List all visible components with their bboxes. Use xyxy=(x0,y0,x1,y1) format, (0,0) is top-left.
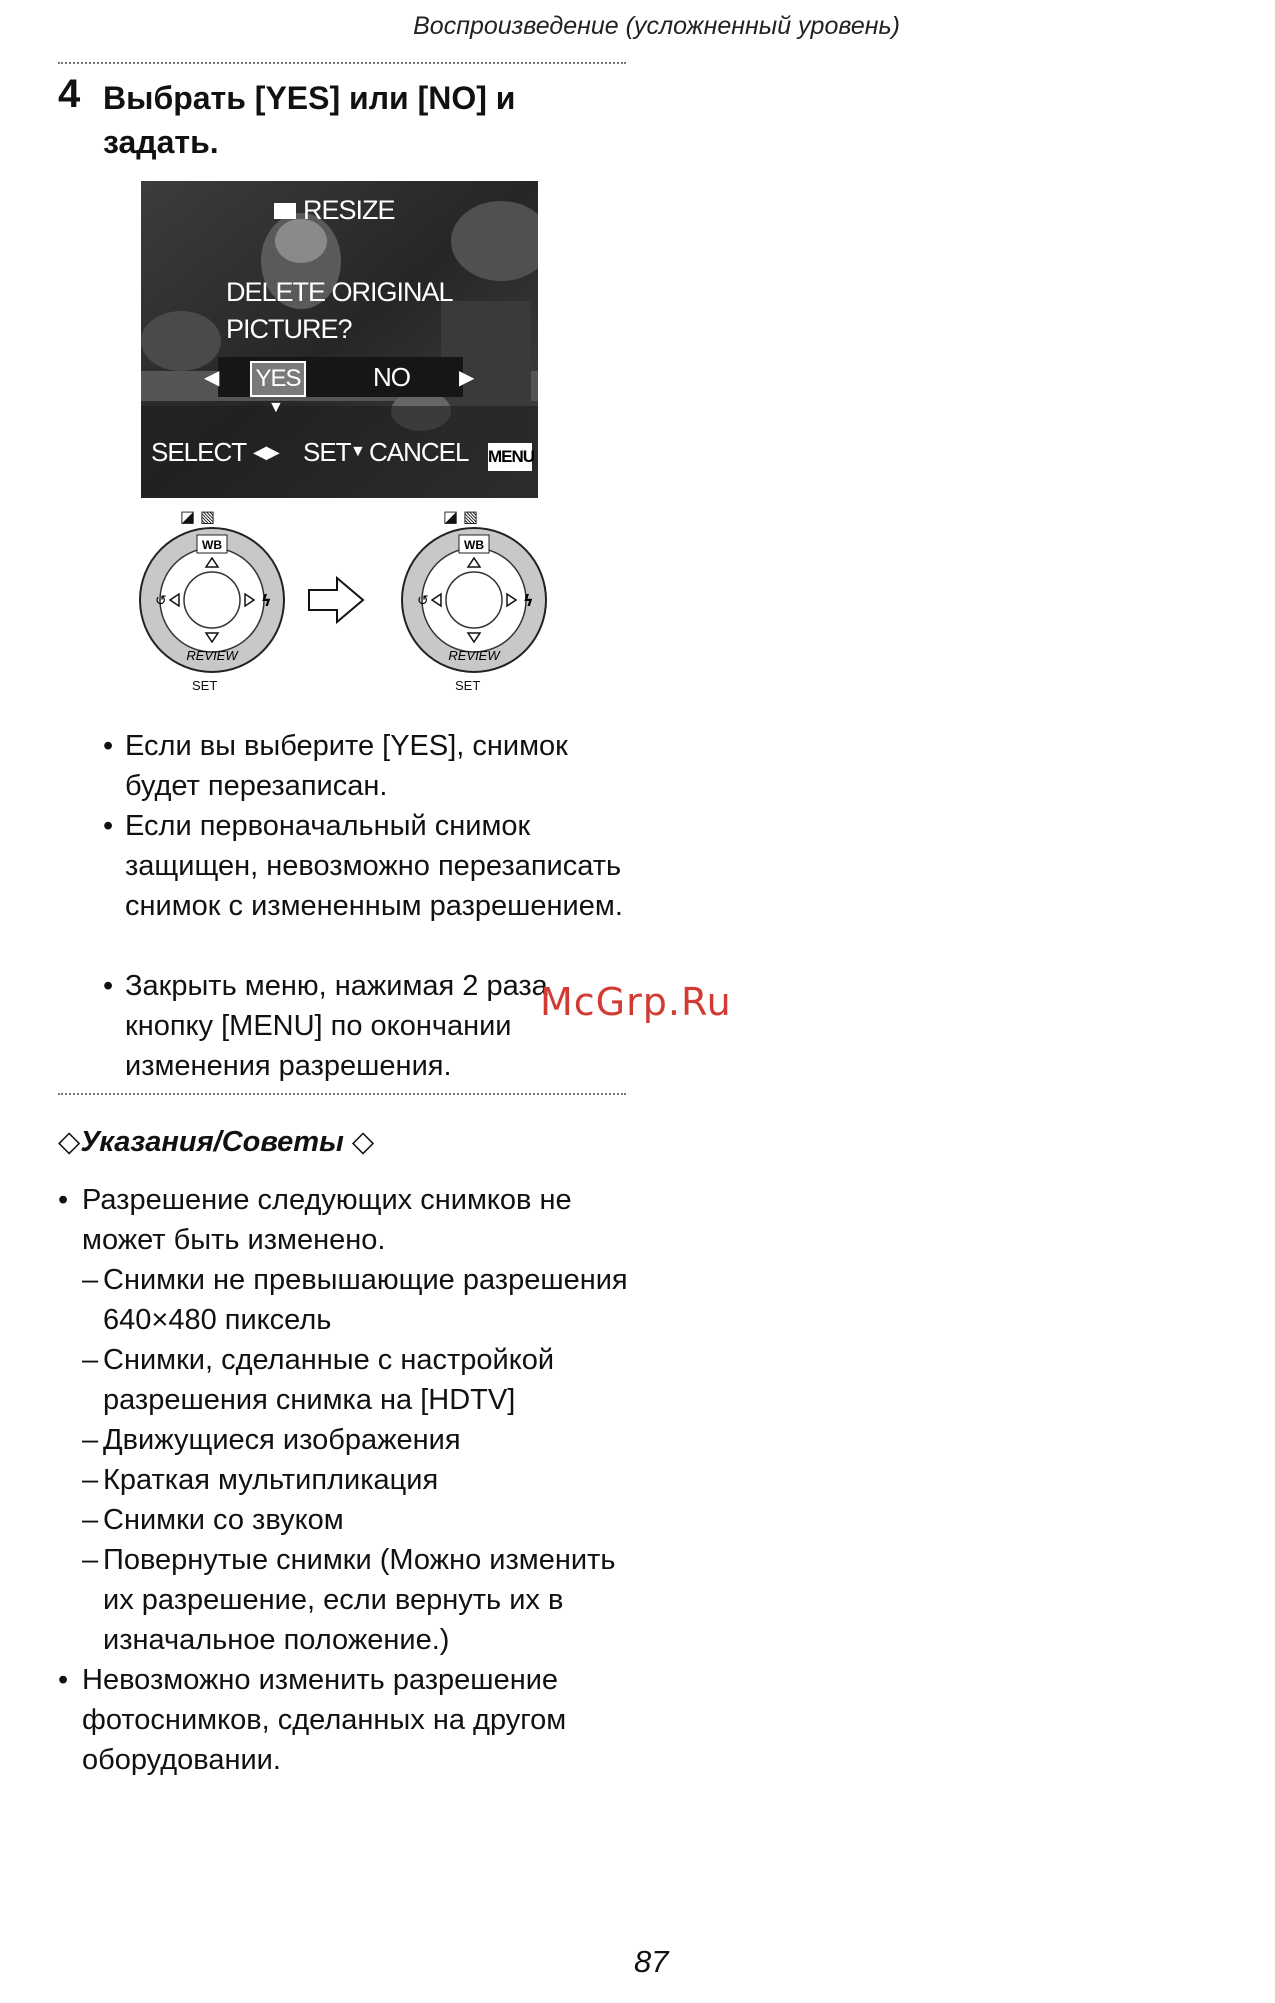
section-header: Воспроизведение (усложненный уровень) xyxy=(413,12,900,40)
option-no[interactable]: NO xyxy=(373,362,410,392)
right-dial-review-label: REVIEW xyxy=(448,648,500,663)
tips-item-1-text: Разрешение следующих снимков не может быть изменено. xyxy=(82,1184,572,1256)
exposure-icon: ◪ xyxy=(180,509,196,526)
step-number: 4 xyxy=(58,72,81,116)
exposure-icon-right: ◪ xyxy=(443,509,459,526)
select-arrows-icon: ◀▶ xyxy=(253,442,279,462)
step-note-2: • Если первоначальный снимок защищен, невозможно перезаписать снимок с измененным разрешением. xyxy=(103,806,623,926)
divider-top xyxy=(58,62,626,64)
right-arrow-icon: ▶ xyxy=(459,367,474,389)
page-number: 87 xyxy=(634,1944,669,1979)
diamond-icon: ◇ xyxy=(58,1126,81,1158)
dial-diagram xyxy=(137,505,567,705)
step-note-3-text: Закрыть меню, нажимая 2 раза кнопку [MENU] по окончании изменения разрешения. xyxy=(125,970,548,1082)
tips-heading xyxy=(58,1124,374,1159)
step-title: Выбрать [YES] или [NO] и задать. xyxy=(103,80,516,160)
footer-select-label: SELECT xyxy=(151,437,247,467)
right-dial xyxy=(399,525,549,675)
svg-text:↺: ↺ xyxy=(417,593,429,609)
svg-text:↺: ↺ xyxy=(155,593,167,609)
tips-heading-text: Указания/Советы xyxy=(80,1126,344,1158)
list-item: – Снимки не превышающие разрешения 640×480 пиксель xyxy=(82,1264,628,1336)
diamond-icon-right: ◇ xyxy=(351,1126,375,1158)
left-dial-review-label: REVIEW xyxy=(186,648,238,663)
tips-list xyxy=(58,1180,628,1780)
list-item-text: Снимки, сделанные с настройкой разрешения снимка на [HDTV] xyxy=(103,1344,555,1416)
step-note-1: • Если вы выберите [YES], снимок будет перезаписан. xyxy=(103,726,623,806)
step-note-3: • Закрыть меню, нажимая 2 раза кнопку [MENU] по окончании изменения разрешения. xyxy=(103,966,623,1086)
watermark: McGrp.Ru xyxy=(540,980,732,1024)
left-dial xyxy=(137,525,287,675)
question-line-2: PICTURE? xyxy=(226,314,352,344)
list-item-text: Движущиеся изображения xyxy=(103,1424,461,1456)
camera-screen xyxy=(141,181,538,498)
list-item: – Повернутые снимки (Можно изменить их разрешение, если вернуть их в изначальное положение.) xyxy=(82,1544,616,1656)
svg-text:ϟ: ϟ xyxy=(261,591,272,610)
right-dial-wb-label: WB xyxy=(464,538,484,552)
option-yes[interactable]: YES xyxy=(250,361,306,397)
step-note-2-text: Если первоначальный снимок защищен, невозможно перезаписать снимок с измененным разрешением. xyxy=(125,810,623,922)
question-line-1: DELETE ORIGINAL xyxy=(226,277,453,307)
arrow-right-icon xyxy=(307,575,367,625)
list-item-text: Краткая мультипликация xyxy=(103,1464,439,1496)
tips-item-2: • Невозможно изменить разрешение фотоснимков, сделанных на другом оборудовании. xyxy=(58,1664,567,1776)
left-dial-wb-label: WB xyxy=(202,538,222,552)
set-down-icon: ▼ xyxy=(350,443,365,460)
burst-icon: ▧ xyxy=(200,509,216,526)
tips-item-2-text: Невозможно изменить разрешение фотоснимков, сделанных на другом оборудовании. xyxy=(82,1664,567,1776)
right-dial-set-label: SET xyxy=(455,678,481,693)
footer-set-label: SET xyxy=(303,437,351,467)
left-dial-set-label: SET xyxy=(192,678,218,693)
footer-cancel-label: CANCEL xyxy=(369,437,469,467)
resize-icon xyxy=(274,203,296,219)
list-item-text: Повернутые снимки (Можно изменить их разрешение, если вернуть их в изначальное положение.) xyxy=(103,1544,616,1656)
burst-icon-right: ▧ xyxy=(463,509,479,526)
tips-item-1: • Разрешение следующих снимков не может быть изменено. xyxy=(58,1184,572,1256)
step-note-1-text: Если вы выберите [YES], снимок будет перезаписан. xyxy=(125,730,568,802)
list-item: – Снимки, сделанные с настройкой разрешения снимка на [HDTV] xyxy=(82,1344,555,1416)
list-item: – Снимки со звуком xyxy=(82,1504,344,1536)
left-arrow-icon: ◀ xyxy=(204,367,219,389)
down-arrow-icon: ▼ xyxy=(268,399,283,416)
list-item-text: Снимки со звуком xyxy=(103,1504,344,1536)
divider-middle xyxy=(58,1093,626,1095)
menu-button-icon: MENU xyxy=(488,443,532,471)
list-item-text: Снимки не превышающие разрешения 640×480 пиксель xyxy=(103,1264,628,1336)
list-item: – Движущиеся изображения xyxy=(82,1424,461,1456)
mode-label: RESIZE xyxy=(303,195,395,225)
svg-text:ϟ: ϟ xyxy=(523,591,534,610)
list-item: – Краткая мультипликация xyxy=(82,1464,439,1496)
tips-subitems xyxy=(58,1260,628,1660)
